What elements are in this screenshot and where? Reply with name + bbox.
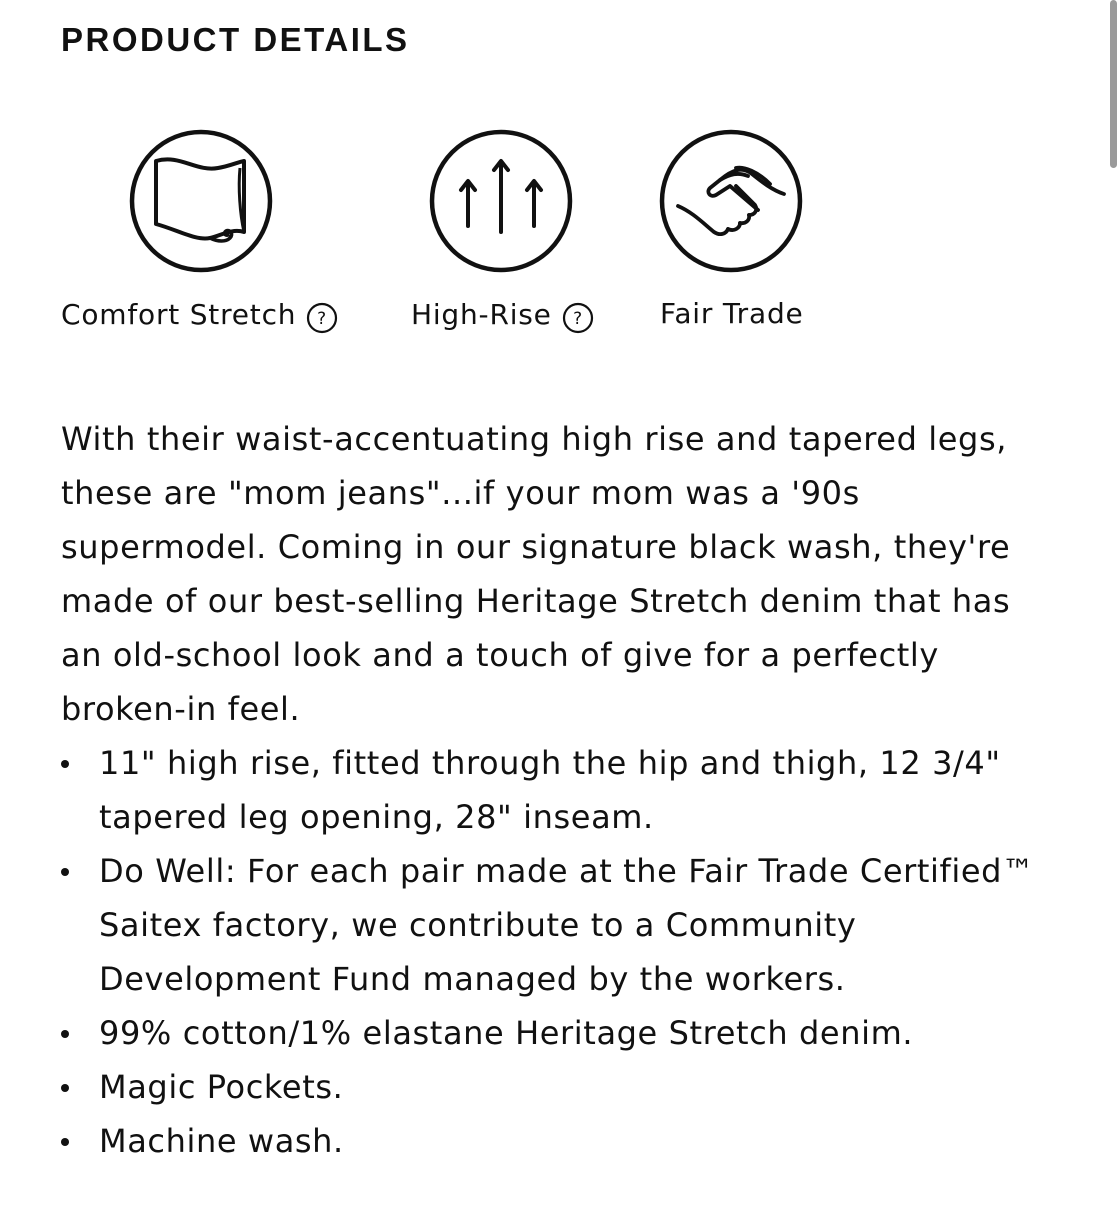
feature-label-text: Comfort Stretch: [61, 298, 297, 331]
list-item: [61, 844, 1061, 1006]
list-item: [61, 1006, 1061, 1060]
help-icon[interactable]: [306, 302, 338, 334]
list-item-text: Magic Pockets.: [99, 1068, 344, 1106]
handshake-icon: [658, 128, 804, 274]
list-item: [61, 1060, 1061, 1114]
comfort-stretch-icon: [128, 128, 274, 274]
help-glyph: ?: [572, 309, 583, 329]
list-item-text: Machine wash.: [99, 1122, 344, 1160]
high-rise-icon: [428, 128, 574, 274]
feature-label-fair-trade: [660, 296, 804, 332]
section-title: PRODUCT DETAILS: [61, 21, 410, 58]
feature-label-high-rise: [411, 296, 594, 334]
feature-label-comfort-stretch: [61, 296, 338, 334]
list-item-text: 11" high rise, fitted through the hip and thigh, 12 3/4" tapered leg opening, 28" inseam.: [99, 744, 1001, 836]
feature-label-text: Fair Trade: [660, 297, 804, 330]
product-features-list: [61, 736, 1061, 1168]
list-item: [61, 736, 1061, 844]
feature-label-text: High-Rise: [411, 298, 552, 331]
help-glyph: ?: [317, 309, 328, 329]
list-item: [61, 1114, 1061, 1168]
list-item-text: 99% cotton/1% elastane Heritage Stretch denim.: [99, 1014, 914, 1052]
bullet-icon: [61, 1030, 69, 1038]
bullet-icon: [61, 868, 69, 876]
bullet-icon: [61, 1138, 69, 1146]
scrollbar[interactable]: [1110, 0, 1117, 168]
product-description: With their waist-accentuating high rise and tapered legs, these are "mom jeans"...if your mom was a '90s supermodel. Coming in our signature black wash, they're made of our best-selling Heritage Stretch denim that has an old-school look and a touch of give for a perfectly broken-in feel.: [61, 420, 1011, 728]
help-icon[interactable]: [562, 302, 594, 334]
list-item-text: Do Well: For each pair made at the Fair Trade Certified™ Saitex factory, we contribute to a Community Development Fund managed by the workers.: [99, 852, 1035, 998]
bullet-icon: [61, 760, 69, 768]
bullet-icon: [61, 1084, 69, 1092]
